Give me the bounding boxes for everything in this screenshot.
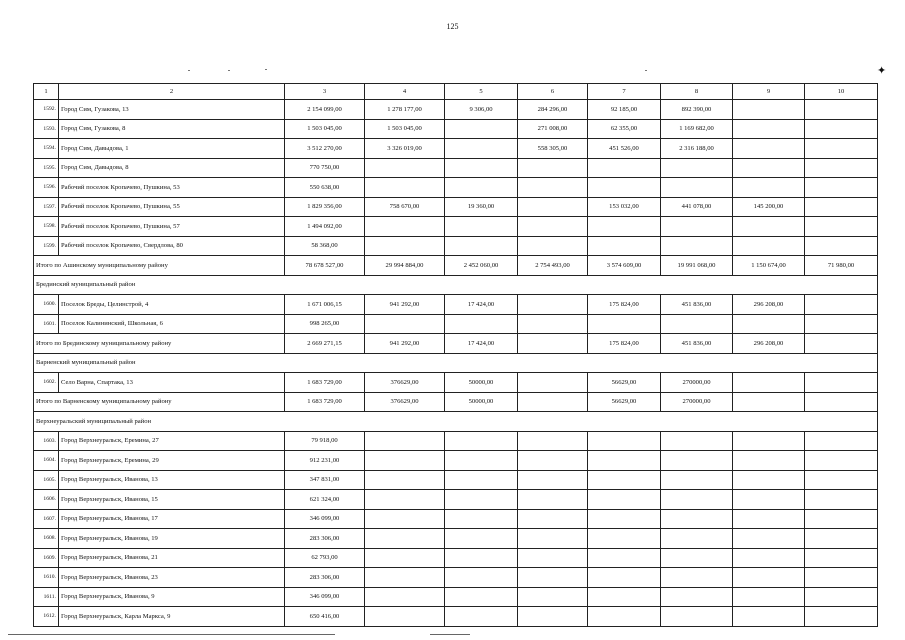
margin-mark: ✦	[877, 65, 887, 77]
total-value: 2 669 271,15	[285, 334, 365, 354]
total-value: 3 574 609,00	[588, 256, 661, 276]
section-row	[34, 353, 878, 373]
value-cell	[518, 178, 588, 198]
value-cell	[805, 587, 878, 607]
address-cell: Город Верхнеуральск, Иванова, 15	[59, 490, 285, 510]
value-cell: 79 918,00	[285, 431, 365, 451]
scan-speck	[265, 69, 267, 70]
total-label: Итого по Брединскому муниципальному району	[34, 334, 285, 354]
total-row	[34, 334, 878, 354]
value-cell	[661, 587, 733, 607]
address-cell: Рабочий поселок Кропачево, Свердлова, 80	[59, 236, 285, 256]
address-cell: Село Варна, Спартака, 13	[59, 373, 285, 393]
value-cell	[733, 548, 805, 568]
value-cell: 284 296,00	[518, 100, 588, 120]
scan-speck	[188, 70, 190, 71]
value-cell	[588, 548, 661, 568]
value-cell	[518, 197, 588, 217]
page-bottom-rule	[430, 634, 470, 635]
value-cell	[365, 178, 445, 198]
value-cell	[588, 470, 661, 490]
value-cell	[733, 373, 805, 393]
value-cell	[445, 607, 518, 627]
value-cell: 58 368,00	[285, 236, 365, 256]
value-cell: 3 326 019,00	[365, 139, 445, 159]
scan-speck	[645, 70, 647, 71]
value-cell	[445, 119, 518, 139]
value-cell: 50000,00	[445, 373, 518, 393]
value-cell	[661, 158, 733, 178]
value-cell	[445, 451, 518, 471]
row-number: 1594.	[34, 139, 59, 159]
total-value: 29 994 884,00	[365, 256, 445, 276]
value-cell	[661, 568, 733, 588]
value-cell	[445, 236, 518, 256]
address-cell: Город Верхнеуральск, Иванова, 19	[59, 529, 285, 549]
value-cell	[445, 587, 518, 607]
value-cell	[588, 529, 661, 549]
value-cell: 92 185,00	[588, 100, 661, 120]
value-cell: 56629,00	[588, 373, 661, 393]
value-cell	[661, 178, 733, 198]
value-cell	[733, 568, 805, 588]
value-cell: 451 836,00	[661, 295, 733, 315]
value-cell: 1 278 177,00	[365, 100, 445, 120]
value-cell	[365, 568, 445, 588]
value-cell	[661, 607, 733, 627]
value-cell	[445, 509, 518, 529]
value-cell	[518, 431, 588, 451]
value-cell	[588, 217, 661, 237]
value-cell	[733, 607, 805, 627]
column-header: 10	[805, 84, 878, 100]
value-cell: 283 306,00	[285, 529, 365, 549]
value-cell	[518, 314, 588, 334]
total-value: 19 991 068,00	[661, 256, 733, 276]
section-title: Верхнеуральский муниципальный район	[34, 412, 878, 432]
value-cell	[365, 314, 445, 334]
address-cell: Город Верхнеуральск, Иванова, 13	[59, 470, 285, 490]
value-cell	[365, 509, 445, 529]
value-cell: 550 638,00	[285, 178, 365, 198]
value-cell	[518, 587, 588, 607]
value-cell	[445, 529, 518, 549]
value-cell	[733, 217, 805, 237]
value-cell	[805, 197, 878, 217]
value-cell	[588, 568, 661, 588]
row-number: 1592.	[34, 100, 59, 120]
row-number: 1608.	[34, 529, 59, 549]
value-cell	[445, 158, 518, 178]
value-cell	[365, 587, 445, 607]
total-value: 1 150 674,00	[733, 256, 805, 276]
value-cell	[445, 568, 518, 588]
value-cell	[661, 490, 733, 510]
total-value	[518, 392, 588, 412]
total-value: 17 424,00	[445, 334, 518, 354]
total-value: 56629,00	[588, 392, 661, 412]
total-value: 451 836,00	[661, 334, 733, 354]
row-number: 1602.	[34, 373, 59, 393]
table-row	[34, 529, 878, 549]
value-cell: 283 306,00	[285, 568, 365, 588]
row-number: 1612.	[34, 607, 59, 627]
column-header: 2	[59, 84, 285, 100]
value-cell	[805, 470, 878, 490]
total-label: Итого по Ашинскому муниципальному району	[34, 256, 285, 276]
row-number: 1609.	[34, 548, 59, 568]
row-number: 1611.	[34, 587, 59, 607]
table-row	[34, 314, 878, 334]
value-cell	[588, 431, 661, 451]
value-cell: 153 032,00	[588, 197, 661, 217]
value-cell	[805, 178, 878, 198]
address-cell: Поселок Бреды, Целинстрой, 4	[59, 295, 285, 315]
value-cell	[805, 314, 878, 334]
table-row	[34, 470, 878, 490]
address-cell: Рабочий поселок Кропачево, Пушкина, 53	[59, 178, 285, 198]
value-cell: 441 078,00	[661, 197, 733, 217]
table-row	[34, 451, 878, 471]
table-row	[34, 607, 878, 627]
value-cell	[733, 509, 805, 529]
value-cell	[805, 548, 878, 568]
value-cell	[365, 548, 445, 568]
row-number: 1610.	[34, 568, 59, 588]
row-number: 1597.	[34, 197, 59, 217]
value-cell: 346 099,00	[285, 509, 365, 529]
data-table	[33, 83, 878, 627]
value-cell	[805, 607, 878, 627]
value-cell	[805, 217, 878, 237]
value-cell	[661, 470, 733, 490]
row-number: 1607.	[34, 509, 59, 529]
total-value	[733, 392, 805, 412]
value-cell	[805, 236, 878, 256]
value-cell	[805, 568, 878, 588]
value-cell	[588, 509, 661, 529]
column-header: 8	[661, 84, 733, 100]
address-cell: Город Сим, Гузакова, 8	[59, 119, 285, 139]
value-cell: 145 200,00	[733, 197, 805, 217]
value-cell	[445, 548, 518, 568]
value-cell: 558 305,00	[518, 139, 588, 159]
total-value: 941 292,00	[365, 334, 445, 354]
total-row	[34, 392, 878, 412]
value-cell	[733, 490, 805, 510]
total-value	[518, 334, 588, 354]
value-cell	[733, 236, 805, 256]
table-row	[34, 100, 878, 120]
value-cell: 892 390,00	[661, 100, 733, 120]
value-cell: 62 793,00	[285, 548, 365, 568]
value-cell	[805, 490, 878, 510]
value-cell	[733, 158, 805, 178]
table-row	[34, 119, 878, 139]
address-cell: Город Верхнеуральск, Иванова, 21	[59, 548, 285, 568]
column-header: 4	[365, 84, 445, 100]
value-cell: 998 265,00	[285, 314, 365, 334]
page-bottom-rule	[8, 634, 335, 635]
value-cell	[661, 431, 733, 451]
address-cell: Город Верхнеуральск, Иванова, 17	[59, 509, 285, 529]
value-cell	[733, 529, 805, 549]
value-cell	[805, 431, 878, 451]
address-cell: Город Верхнеуральск, Еремина, 27	[59, 431, 285, 451]
value-cell	[733, 470, 805, 490]
total-value: 1 683 729,00	[285, 392, 365, 412]
total-value: 71 980,00	[805, 256, 878, 276]
row-number: 1596.	[34, 178, 59, 198]
row-number: 1601.	[34, 314, 59, 334]
value-cell	[445, 470, 518, 490]
value-cell	[445, 431, 518, 451]
section-title: Варненский муниципальный район	[34, 353, 878, 373]
value-cell: 1 169 682,00	[661, 119, 733, 139]
value-cell	[518, 470, 588, 490]
value-cell	[365, 217, 445, 237]
value-cell	[661, 529, 733, 549]
value-cell	[365, 490, 445, 510]
value-cell: 62 355,00	[588, 119, 661, 139]
total-value: 270000,00	[661, 392, 733, 412]
total-value: 296 208,00	[733, 334, 805, 354]
value-cell: 770 750,00	[285, 158, 365, 178]
value-cell: 347 831,00	[285, 470, 365, 490]
value-cell	[733, 139, 805, 159]
value-cell: 2 154 099,00	[285, 100, 365, 120]
table-row	[34, 197, 878, 217]
value-cell: 1 683 729,00	[285, 373, 365, 393]
value-cell	[661, 314, 733, 334]
total-value: 2 754 493,00	[518, 256, 588, 276]
address-cell: Рабочий поселок Кропачево, Пушкина, 55	[59, 197, 285, 217]
table-row	[34, 509, 878, 529]
address-cell: Город Верхнеуральск, Карла Маркса, 9	[59, 607, 285, 627]
value-cell: 346 099,00	[285, 587, 365, 607]
value-cell	[661, 236, 733, 256]
row-number: 1598.	[34, 217, 59, 237]
value-cell	[518, 607, 588, 627]
value-cell: 621 324,00	[285, 490, 365, 510]
value-cell	[518, 568, 588, 588]
value-cell	[445, 178, 518, 198]
value-cell	[365, 236, 445, 256]
value-cell: 17 424,00	[445, 295, 518, 315]
value-cell: 2 316 188,00	[661, 139, 733, 159]
address-cell: Город Сим, Давыдова, 1	[59, 139, 285, 159]
row-number: 1593.	[34, 119, 59, 139]
table-row	[34, 236, 878, 256]
value-cell	[805, 373, 878, 393]
value-cell	[445, 217, 518, 237]
column-header: 6	[518, 84, 588, 100]
column-header: 7	[588, 84, 661, 100]
value-cell	[588, 607, 661, 627]
total-label: Итого по Варненскому муниципальному району	[34, 392, 285, 412]
value-cell	[805, 139, 878, 159]
row-number: 1606.	[34, 490, 59, 510]
value-cell: 451 526,00	[588, 139, 661, 159]
value-cell	[518, 548, 588, 568]
value-cell	[518, 236, 588, 256]
row-number: 1599.	[34, 236, 59, 256]
value-cell: 376629,00	[365, 373, 445, 393]
value-cell	[365, 607, 445, 627]
table-row	[34, 158, 878, 178]
value-cell: 1 503 045,00	[365, 119, 445, 139]
value-cell	[733, 431, 805, 451]
value-cell	[365, 529, 445, 549]
value-cell	[518, 217, 588, 237]
table-row	[34, 373, 878, 393]
address-cell: Поселок Калининский, Школьная, 6	[59, 314, 285, 334]
value-cell: 941 292,00	[365, 295, 445, 315]
column-header: 5	[445, 84, 518, 100]
value-cell	[445, 314, 518, 334]
value-cell	[733, 119, 805, 139]
value-cell	[518, 509, 588, 529]
total-row	[34, 256, 878, 276]
value-cell: 912 231,00	[285, 451, 365, 471]
total-value: 50000,00	[445, 392, 518, 412]
address-cell: Город Сим, Гузакова, 13	[59, 100, 285, 120]
table-row	[34, 431, 878, 451]
row-number: 1595.	[34, 158, 59, 178]
value-cell	[661, 509, 733, 529]
value-cell: 270000,00	[661, 373, 733, 393]
table-row	[34, 178, 878, 198]
value-cell: 271 008,00	[518, 119, 588, 139]
value-cell	[588, 587, 661, 607]
table-row	[34, 217, 878, 237]
value-cell: 9 306,00	[445, 100, 518, 120]
address-cell: Рабочий поселок Кропачево, Пушкина, 57	[59, 217, 285, 237]
table-row	[34, 490, 878, 510]
table-row	[34, 587, 878, 607]
address-cell: Город Верхнеуральск, Иванова, 23	[59, 568, 285, 588]
value-cell	[588, 451, 661, 471]
value-cell	[518, 295, 588, 315]
address-cell: Город Верхнеуральск, Иванова, 9	[59, 587, 285, 607]
value-cell: 19 360,00	[445, 197, 518, 217]
table-row	[34, 139, 878, 159]
value-cell: 1 671 006,15	[285, 295, 365, 315]
table-row	[34, 568, 878, 588]
value-cell	[805, 529, 878, 549]
section-row	[34, 275, 878, 295]
row-number: 1600.	[34, 295, 59, 315]
total-value	[805, 334, 878, 354]
value-cell	[805, 451, 878, 471]
value-cell	[733, 178, 805, 198]
value-cell: 1 494 092,00	[285, 217, 365, 237]
value-cell	[588, 490, 661, 510]
value-cell	[365, 431, 445, 451]
address-cell: Город Сим, Давыдова, 8	[59, 158, 285, 178]
column-header: 9	[733, 84, 805, 100]
value-cell	[588, 158, 661, 178]
value-cell: 650 416,00	[285, 607, 365, 627]
value-cell	[518, 373, 588, 393]
total-value: 175 824,00	[588, 334, 661, 354]
total-value	[805, 392, 878, 412]
value-cell	[805, 295, 878, 315]
value-cell	[733, 100, 805, 120]
value-cell	[733, 314, 805, 334]
value-cell: 1 829 356,00	[285, 197, 365, 217]
scan-speck	[228, 70, 230, 71]
value-cell	[733, 451, 805, 471]
total-value: 78 678 527,00	[285, 256, 365, 276]
row-number: 1603.	[34, 431, 59, 451]
value-cell	[588, 178, 661, 198]
value-cell: 296 208,00	[733, 295, 805, 315]
value-cell: 758 670,00	[365, 197, 445, 217]
column-header: 1	[34, 84, 59, 100]
address-cell: Город Верхнеуральск, Еремина, 29	[59, 451, 285, 471]
value-cell: 3 512 270,00	[285, 139, 365, 159]
value-cell	[588, 236, 661, 256]
total-value: 376629,00	[365, 392, 445, 412]
row-number: 1605.	[34, 470, 59, 490]
value-cell	[733, 587, 805, 607]
value-cell	[661, 548, 733, 568]
table-row	[34, 548, 878, 568]
total-value: 2 452 060,00	[445, 256, 518, 276]
value-cell: 1 503 045,00	[285, 119, 365, 139]
table-body	[34, 84, 878, 627]
value-cell	[518, 451, 588, 471]
table-row	[34, 295, 878, 315]
value-cell	[365, 158, 445, 178]
value-cell	[805, 119, 878, 139]
value-cell	[661, 217, 733, 237]
section-title: Брединский муниципальный район	[34, 275, 878, 295]
value-cell	[588, 314, 661, 334]
value-cell: 175 824,00	[588, 295, 661, 315]
section-row	[34, 412, 878, 432]
value-cell	[805, 100, 878, 120]
value-cell	[661, 451, 733, 471]
value-cell	[445, 139, 518, 159]
value-cell	[518, 490, 588, 510]
value-cell	[518, 529, 588, 549]
value-cell	[518, 158, 588, 178]
value-cell	[805, 158, 878, 178]
value-cell	[805, 509, 878, 529]
value-cell	[365, 451, 445, 471]
header-row	[34, 84, 878, 100]
value-cell	[445, 490, 518, 510]
value-cell	[365, 470, 445, 490]
row-number: 1604.	[34, 451, 59, 471]
column-header: 3	[285, 84, 365, 100]
page-number: 125	[446, 22, 459, 31]
